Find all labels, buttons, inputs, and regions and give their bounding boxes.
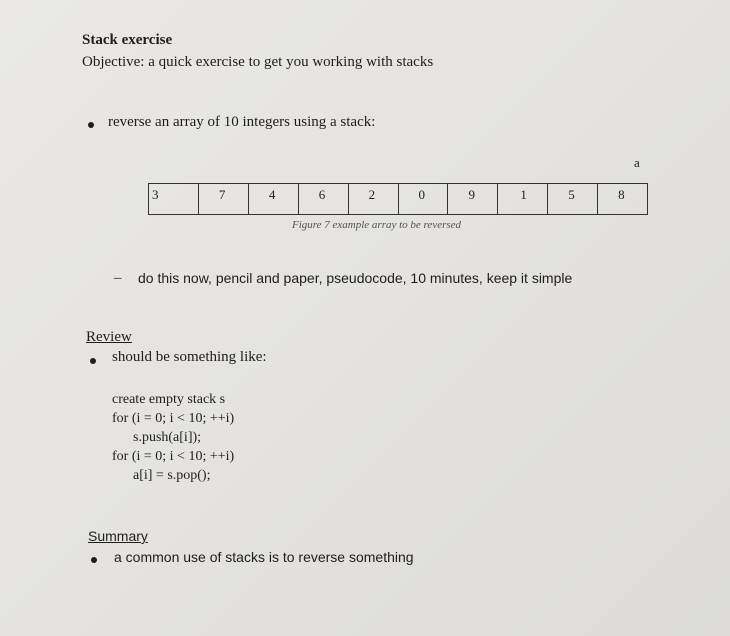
array-cell <box>199 184 249 214</box>
array-cell-value: 9 <box>468 187 475 202</box>
code-line: s.push(a[i]); <box>112 430 202 445</box>
review-heading: Review <box>86 329 132 345</box>
page-title: Stack exercise <box>82 32 173 48</box>
array-cell <box>149 184 199 214</box>
code-line: for (i = 0; i < 10; ++i) <box>112 449 235 464</box>
array-cell-value: 7 <box>218 187 226 202</box>
array-cell <box>548 184 598 214</box>
bullet-icon <box>90 358 96 364</box>
code-line: create empty stack s <box>112 392 226 407</box>
array-cell-value: 0 <box>418 187 426 202</box>
array-cell-value: 3 <box>152 187 159 202</box>
array-cell-value: 4 <box>268 187 276 202</box>
array-cell-value: 8 <box>618 187 625 202</box>
bullet-icon <box>88 122 94 128</box>
summary-heading: Summary <box>88 528 148 544</box>
summary-bullet-text: a common use of stacks is to reverse something <box>114 549 414 565</box>
array-cell-value: 6 <box>318 187 326 202</box>
array-cell-value: 5 <box>568 187 575 202</box>
array-cell <box>349 184 399 214</box>
code-line: a[i] = s.pop(); <box>112 468 211 483</box>
array-label: a <box>634 155 640 170</box>
array-cell-value: 2 <box>368 187 376 202</box>
array-cell <box>299 184 349 214</box>
figure-caption: Figure 7 example array to be reversed <box>292 219 462 231</box>
array-cell <box>448 184 498 214</box>
array-cell <box>249 184 299 214</box>
array-cell-value: 1 <box>520 187 527 202</box>
array-cell <box>598 184 647 214</box>
task-bullet-text: reverse an array of 10 integers using a stack: <box>108 114 376 130</box>
array-cell <box>399 184 449 214</box>
code-line: for (i = 0; i < 10; ++i) <box>112 411 235 426</box>
array-diagram <box>148 183 648 215</box>
dash-icon: – <box>114 270 122 286</box>
instruction-text: do this now, pencil and paper, pseudocode, 10 minutes, keep it simple <box>138 270 573 286</box>
bullet-icon <box>91 557 97 563</box>
array-cell <box>498 184 548 214</box>
objective-text: Objective: a quick exercise to get you working with stacks <box>82 54 434 70</box>
review-bullet-text: should be something like: <box>112 349 267 365</box>
pseudocode-block <box>112 390 234 485</box>
